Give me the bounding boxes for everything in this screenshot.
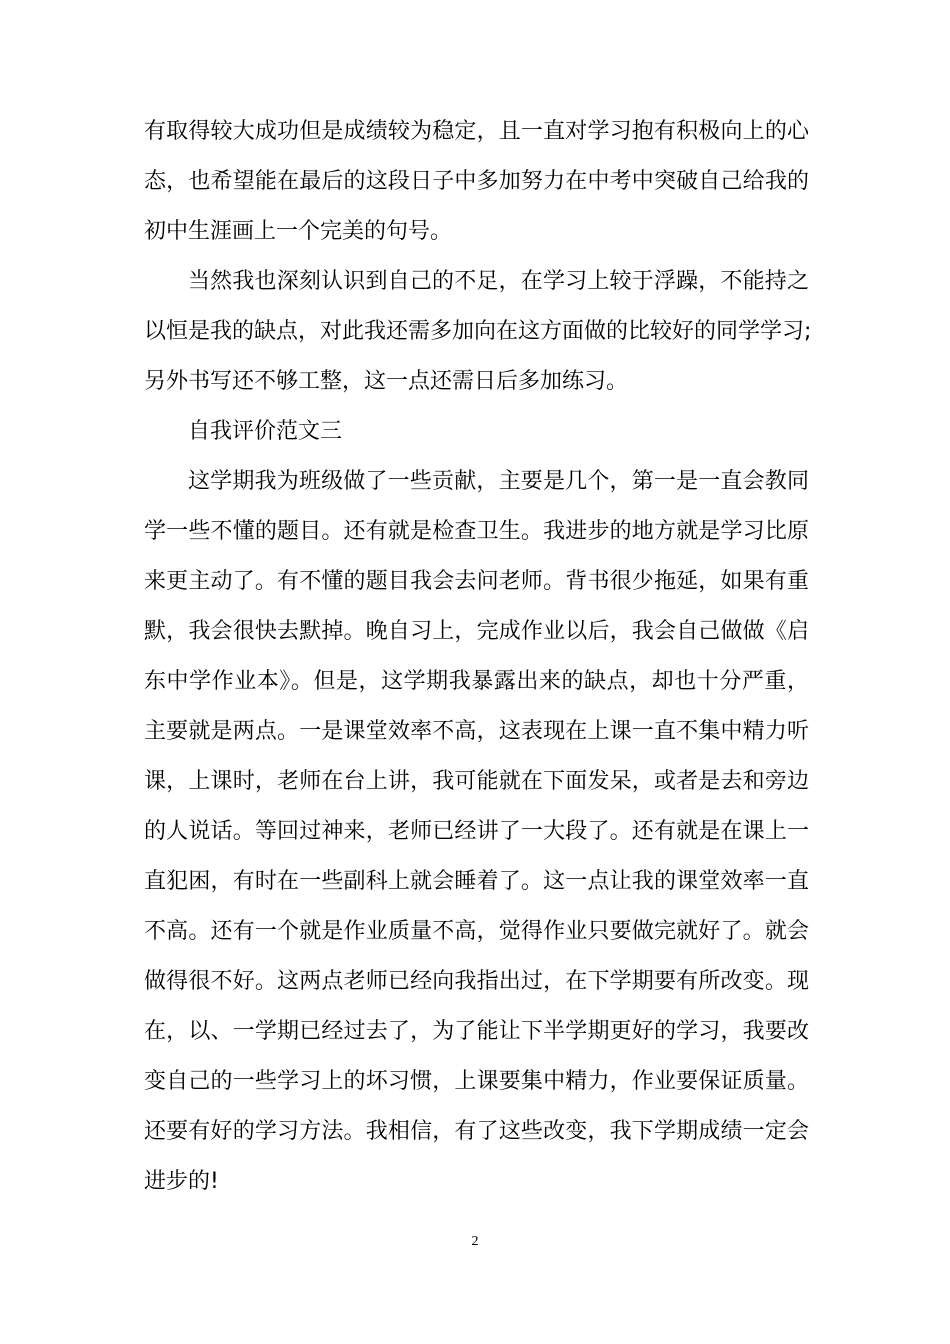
text-line: 态，也希望能在最后的这段日子中多加努力在中考中突破自己给我的 [144, 169, 809, 194]
text-line: 进步的! [144, 1169, 219, 1194]
text-line: 的人说话。等回过神来，老师已经讲了一大段了。还有就是在课上一 [144, 819, 809, 844]
text-line: 当然我也深刻认识到自己的不足，在学习上较于浮躁，不能持之 [188, 269, 809, 294]
text-line: 还要有好的学习方法。我相信，有了这些改变，我下学期成绩一定会 [144, 1119, 809, 1144]
text-line: 直犯困，有时在一些副科上就会睡着了。这一点让我的课堂效率一直 [144, 869, 809, 894]
text-line: 默，我会很快去默掉。晚自习上，完成作业以后，我会自己做做《启 [144, 619, 809, 644]
text-line: 另外书写还不够工整，这一点还需日后多加练习。 [144, 369, 629, 394]
text-line: 学一些不懂的题目。还有就是检查卫生。我进步的地方就是学习比原 [144, 519, 809, 544]
text-line: 来更主动了。有不懂的题目我会去问老师。背书很少拖延，如果有重 [144, 569, 809, 594]
text-line: 东中学作业本》。但是，这学期我暴露出来的缺点，却也十分严重， [144, 669, 809, 694]
text-line: 主要就是两点。一是课堂效率不高，这表现在上课一直不集中精力听 [144, 719, 809, 744]
page-number: 2 [471, 1234, 479, 1249]
text-line: 有取得较大成功但是成绩较为稳定，且一直对学习抱有积极向上的心 [144, 119, 809, 144]
text-line: 初中生涯画上一个完美的句号。 [144, 219, 453, 244]
text-line: 做得很不好。这两点老师已经向我指出过，在下学期要有所改变。现 [144, 969, 809, 994]
text-line: 变自己的一些学习上的坏习惯，上课要集中精力，作业要保证质量。 [144, 1069, 809, 1094]
text-line: 在，以、一学期已经过去了，为了能让下半学期更好的学习，我要改 [144, 1019, 809, 1044]
text-line: 这学期我为班级做了一些贡献，主要是几个，第一是一直会教同 [188, 469, 809, 494]
text-line: 课，上课时，老师在台上讲，我可能就在下面发呆，或者是去和旁边 [144, 769, 809, 794]
section-heading: 自我评价范文三 [188, 419, 343, 444]
text-line: 以恒是我的缺点，对此我还需多加向在这方面做的比较好的同学学习; [144, 319, 812, 344]
text-line: 不高。还有一个就是作业质量不高，觉得作业只要做完就好了。就会 [144, 919, 809, 944]
